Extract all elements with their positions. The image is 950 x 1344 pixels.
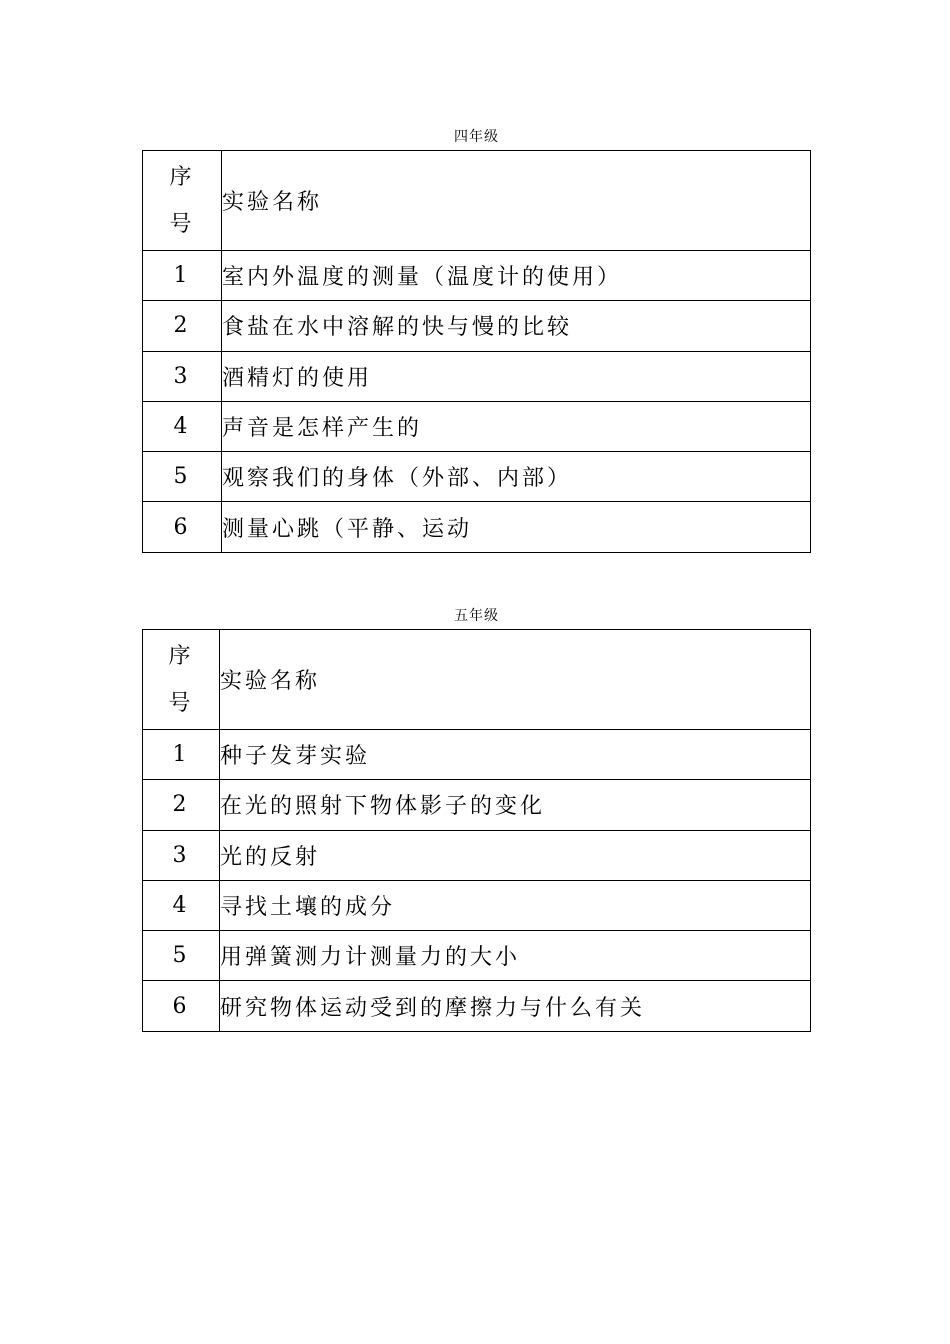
header-name-cell: 实验名称 [222,151,811,251]
table-row [143,251,811,301]
header-index-line2: 号 [168,690,194,716]
table-row [143,351,811,401]
grade4-experiment-table [142,150,811,553]
row-name: 声音是怎样产生的 [222,401,811,451]
row-index: 2 [143,780,220,830]
row-name: 光的反射 [220,830,811,880]
row-index: 6 [143,502,222,552]
row-name: 研究物体运动受到的摩擦力与什么有关 [220,981,811,1031]
header-index-line2: 号 [169,211,195,237]
header-index-cell [143,151,222,251]
row-index: 6 [143,981,220,1031]
row-index: 2 [143,301,222,351]
row-name: 酒精灯的使用 [222,351,811,401]
grade5-experiment-table [142,629,811,1032]
row-name: 寻找土壤的成分 [220,880,811,930]
row-name: 用弹簧测力计测量力的大小 [220,931,811,981]
table-row [143,931,811,981]
grade4-caption: 四年级 [454,129,499,145]
table-row [143,830,811,880]
row-index: 5 [143,452,222,502]
table-row [143,880,811,930]
table-row [143,780,811,830]
table-row [143,502,811,552]
row-index: 3 [143,830,220,880]
row-name: 种子发芽实验 [220,730,811,780]
grade5-caption: 五年级 [454,608,499,624]
row-index: 1 [143,730,220,780]
row-index: 4 [143,401,222,451]
table-row [143,730,811,780]
table-header-row [143,630,811,730]
row-index: 1 [143,251,222,301]
row-index: 3 [143,351,222,401]
table-row [143,401,811,451]
header-name-cell: 实验名称 [220,630,811,730]
header-index-line1: 序 [169,164,195,190]
table-row [143,301,811,351]
table-row [143,452,811,502]
table-row [143,981,811,1031]
row-index: 5 [143,931,220,981]
table-header-row [143,151,811,251]
row-name: 食盐在水中溶解的快与慢的比较 [222,301,811,351]
header-index-line1: 序 [168,643,194,669]
row-name: 测量心跳（平静、运动 [222,502,811,552]
row-index: 4 [143,880,220,930]
header-index-cell [143,630,220,730]
row-name: 观察我们的身体（外部、内部） [222,452,811,502]
row-name: 在光的照射下物体影子的变化 [220,780,811,830]
row-name: 室内外温度的测量（温度计的使用） [222,251,811,301]
